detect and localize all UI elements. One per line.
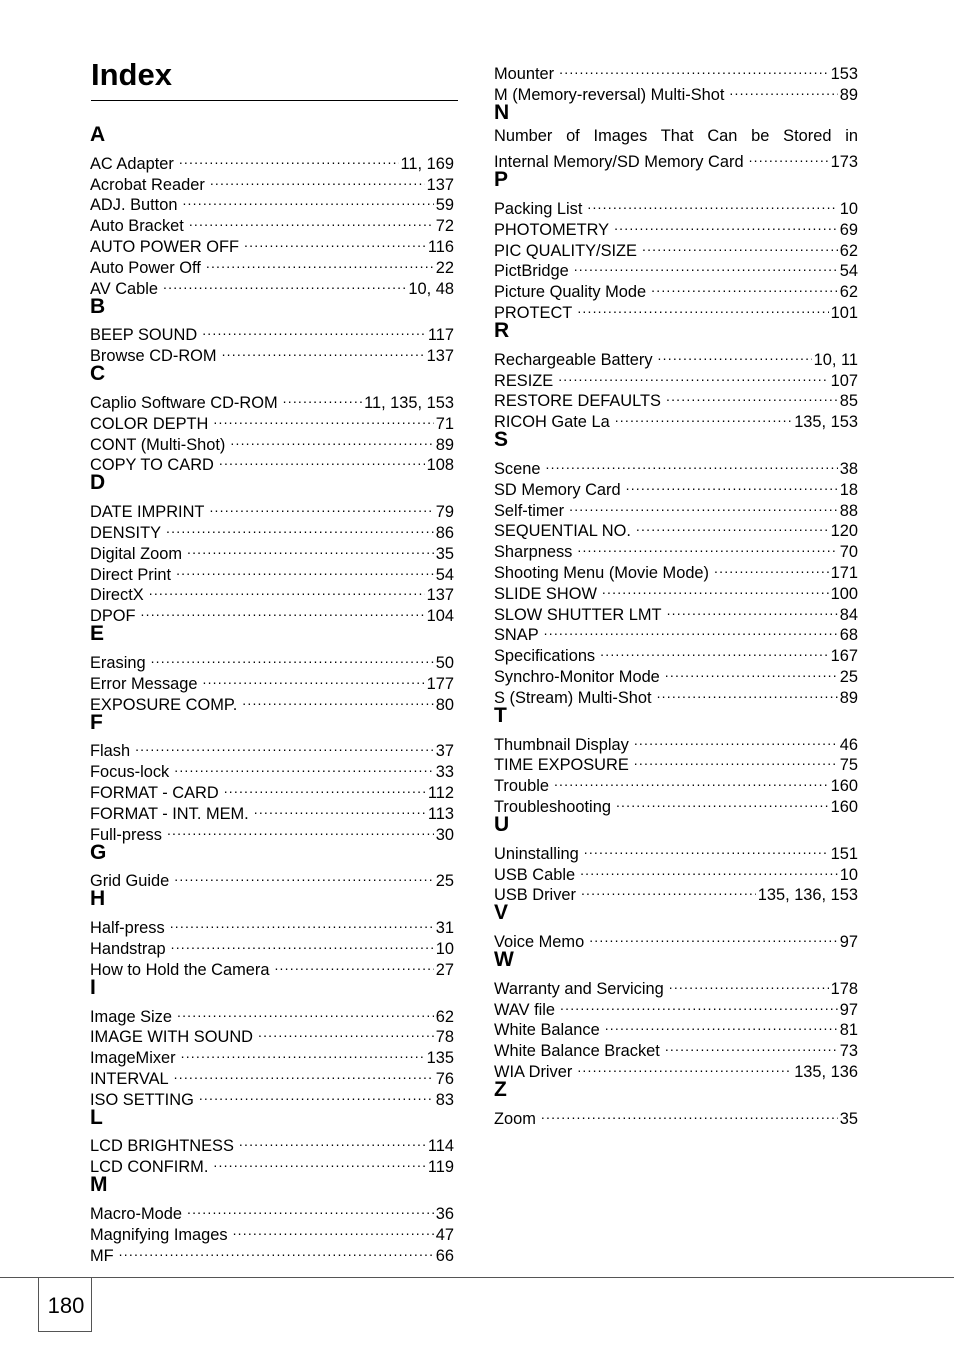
index-entry — [90, 756, 454, 782]
index-pages: 113 — [427, 804, 454, 823]
index-term: Trouble — [494, 777, 549, 796]
dot-leader — [202, 320, 426, 341]
index-term: SD Memory Card — [494, 480, 621, 499]
dot-leader — [182, 190, 433, 211]
index-pages: 171 — [830, 563, 858, 582]
dot-leader — [239, 1131, 426, 1152]
dot-leader — [171, 933, 434, 954]
index-column-right — [494, 58, 858, 1128]
index-pages: 104 — [426, 607, 454, 626]
index-pages: 80 — [435, 695, 454, 714]
index-entry — [494, 620, 858, 645]
index-letter-heading: A — [90, 123, 106, 146]
index-term: RESTORE DEFAULTS — [494, 392, 661, 411]
index-term: BEEP SOUND — [90, 326, 198, 345]
index-pages: 112 — [427, 783, 454, 802]
dot-leader — [634, 750, 838, 771]
dot-leader — [651, 276, 838, 297]
index-letter-heading: R — [494, 318, 510, 342]
dot-leader — [199, 1084, 434, 1105]
index-pages: 151 — [830, 844, 858, 863]
dot-leader — [179, 148, 399, 169]
index-pages: 47 — [435, 1225, 454, 1244]
index-pages: 35 — [435, 544, 454, 563]
dot-leader — [574, 256, 838, 277]
index-pages: 107 — [830, 371, 858, 390]
index-letter-heading: G — [90, 840, 107, 864]
dot-leader — [141, 600, 425, 621]
index-term: SNAP — [494, 626, 539, 645]
index-pages: 89 — [839, 688, 858, 707]
index-term: AUTO POWER OFF — [90, 237, 240, 256]
index-entry — [494, 146, 858, 172]
index-term: Caplio Software CD-ROM — [90, 393, 278, 412]
dot-leader — [213, 408, 433, 429]
index-entry-multiline — [494, 126, 858, 172]
index-pages: 135, 136, 153 — [757, 886, 858, 905]
index-pages: 25 — [839, 667, 858, 686]
index-term: PictBridge — [494, 262, 569, 281]
index-pages: 97 — [839, 933, 858, 952]
index-entry — [90, 866, 454, 891]
index-letter-heading: B — [90, 294, 106, 318]
index-pages: 27 — [435, 960, 454, 979]
index-entry — [494, 193, 858, 218]
index-pages: 86 — [435, 523, 454, 542]
dot-leader — [149, 580, 425, 601]
index-pages: 22 — [435, 258, 454, 277]
index-term: USB Driver — [494, 886, 576, 905]
dot-leader — [577, 1056, 792, 1077]
dot-leader — [151, 647, 434, 668]
index-pages: 137 — [426, 586, 454, 605]
index-entry — [494, 729, 858, 754]
index-entry — [494, 926, 858, 952]
index-term: WIA Driver — [494, 1063, 573, 1082]
index-term: AC Adapter — [90, 154, 174, 173]
dot-leader — [584, 838, 829, 859]
dot-leader — [545, 453, 837, 474]
index-term-line1: Number of Images That Can be Stored in — [494, 126, 858, 145]
index-pages: 116 — [427, 237, 454, 256]
dot-leader — [233, 1219, 434, 1240]
dot-leader — [242, 689, 434, 710]
index-term: S (Stream) Multi-Shot — [494, 688, 652, 707]
dot-leader — [714, 557, 829, 578]
dot-leader — [177, 1001, 434, 1022]
index-entry — [494, 973, 858, 998]
index-term: RESIZE — [494, 371, 554, 390]
index-term: Uninstalling — [494, 844, 579, 863]
dot-leader — [600, 640, 829, 661]
index-pages: 54 — [435, 565, 454, 584]
index-entry — [90, 1240, 454, 1265]
dot-leader — [577, 536, 837, 557]
index-pages: 10, 11 — [813, 350, 858, 369]
index-term: LCD BRIGHTNESS — [90, 1137, 234, 1156]
dot-leader — [560, 994, 838, 1015]
index-term: Digital Zoom — [90, 544, 182, 563]
index-term: Flash — [90, 742, 131, 761]
dot-leader — [615, 406, 793, 427]
index-term: PHOTOMETRY — [494, 220, 610, 239]
index-term: AV Cable — [90, 279, 159, 298]
index-pages: 70 — [839, 543, 858, 562]
dot-leader — [213, 1151, 425, 1172]
index-letter-heading: D — [90, 471, 106, 495]
dot-leader — [244, 231, 426, 252]
index-term: Direct Print — [90, 565, 172, 584]
dot-leader — [614, 214, 838, 235]
index-pages: 117 — [427, 326, 454, 345]
dot-leader — [544, 620, 838, 641]
index-entry — [494, 58, 858, 83]
index-pages: 153 — [830, 64, 858, 83]
index-entry — [90, 912, 454, 938]
index-pages: 76 — [435, 1069, 454, 1088]
index-entry — [494, 1103, 858, 1128]
dot-leader — [589, 926, 838, 947]
dot-leader — [202, 668, 424, 689]
dot-leader — [209, 496, 433, 517]
dot-leader — [577, 297, 828, 318]
index-letter-heading: M — [90, 1173, 108, 1197]
index-pages: 173 — [830, 153, 858, 172]
index-term: Image Size — [90, 1007, 172, 1026]
index-term: FORMAT - INT. MEM. — [90, 804, 249, 823]
dot-leader — [541, 1103, 838, 1124]
dot-leader — [666, 386, 838, 407]
index-pages: 135, 153 — [794, 413, 858, 432]
dot-leader — [626, 474, 838, 495]
index-term: ImageMixer — [90, 1049, 176, 1068]
index-term: CONT (Multi-Shot) — [90, 435, 226, 454]
dot-leader — [174, 1063, 434, 1084]
index-pages: 35 — [839, 1109, 858, 1128]
index-pages: 137 — [426, 175, 454, 194]
index-pages: 178 — [830, 979, 858, 998]
index-term: Warranty and Servicing — [494, 979, 664, 998]
index-term: ISO SETTING — [90, 1090, 194, 1109]
index-pages: 62 — [839, 241, 858, 260]
dot-leader — [224, 777, 426, 798]
index-term: Grid Guide — [90, 872, 170, 891]
index-letter-heading: U — [494, 812, 510, 836]
index-pages: 10 — [435, 939, 454, 958]
index-letter-heading: P — [494, 168, 509, 192]
index-term: Troubleshooting — [494, 797, 611, 816]
dot-leader — [581, 880, 756, 901]
index-letter-heading: W — [494, 948, 514, 972]
index-term: IMAGE WITH SOUND — [90, 1028, 253, 1047]
index-pages: 137 — [426, 347, 454, 366]
index-term: Sharpness — [494, 543, 573, 562]
index-term: USB Cable — [494, 865, 576, 884]
index-entry — [494, 640, 858, 666]
index-column-left — [90, 122, 454, 1265]
index-term: White Balance — [494, 1021, 600, 1040]
index-pages: 71 — [435, 414, 454, 433]
dot-leader — [274, 954, 433, 975]
index-pages: 30 — [435, 825, 454, 844]
index-pages: 100 — [830, 584, 858, 603]
index-term: PROTECT — [494, 303, 573, 322]
index-term: How to Hold the Camera — [90, 960, 270, 979]
index-pages: 25 — [435, 872, 454, 891]
index-letter-heading: T — [494, 703, 507, 727]
index-term: SLOW SHUTTER LMT — [494, 605, 662, 624]
index-term: Erasing — [90, 653, 146, 672]
index-term: Packing List — [494, 199, 583, 218]
index-pages: 11, 169 — [400, 154, 454, 173]
index-term: Full-press — [90, 825, 162, 844]
index-term: FORMAT - CARD — [90, 783, 219, 802]
dot-leader — [174, 866, 434, 887]
index-pages: 75 — [839, 756, 858, 775]
dot-leader — [219, 450, 425, 471]
index-pages: 108 — [426, 456, 454, 475]
index-pages: 97 — [839, 1000, 858, 1019]
index-term: Acrobat Reader — [90, 175, 205, 194]
dot-leader — [634, 729, 838, 750]
index-entry — [494, 453, 858, 478]
index-term: M (Memory-reversal) Multi-Shot — [494, 85, 725, 104]
index-term: Magnifying Images — [90, 1225, 228, 1244]
dot-leader — [119, 1240, 434, 1261]
dot-leader — [642, 235, 838, 256]
index-term: Macro-Mode — [90, 1205, 182, 1224]
page-title: Index — [91, 57, 172, 92]
dot-leader — [163, 273, 406, 294]
index-term: Auto Power Off — [90, 258, 201, 277]
dot-leader — [187, 1198, 434, 1219]
index-pages: 89 — [839, 85, 858, 104]
dot-leader — [749, 146, 829, 167]
index-pages: 36 — [435, 1205, 454, 1224]
index-term: RICOH Gate La — [494, 413, 610, 432]
dot-leader — [189, 210, 434, 231]
dot-leader — [174, 756, 434, 777]
index-pages: 62 — [435, 1007, 454, 1026]
index-entry — [90, 496, 454, 522]
index-pages: 89 — [435, 435, 454, 454]
dot-leader — [558, 365, 828, 386]
index-pages: 46 — [839, 735, 858, 754]
index-pages: 88 — [839, 501, 858, 520]
index-pages: 10 — [839, 865, 858, 884]
index-entry — [494, 838, 858, 863]
index-letter-heading: N — [494, 100, 510, 124]
index-term: DENSITY — [90, 523, 162, 542]
index-term: Scene — [494, 459, 541, 478]
dot-leader — [554, 770, 829, 791]
index-entry — [494, 474, 858, 499]
dot-leader — [658, 344, 812, 365]
index-term: Self-timer — [494, 501, 565, 520]
index-term: Picture Quality Mode — [494, 283, 647, 302]
index-pages: 11, 135, 153 — [364, 393, 454, 412]
dot-leader — [729, 79, 837, 100]
dot-leader — [559, 58, 829, 79]
index-pages: 73 — [839, 1042, 858, 1061]
index-letter-heading: S — [494, 428, 509, 452]
index-term: Voice Memo — [494, 933, 585, 952]
index-pages: 50 — [435, 653, 454, 672]
index-term: Specifications — [494, 647, 596, 666]
index-term: COLOR DEPTH — [90, 414, 209, 433]
index-pages: 10 — [839, 199, 858, 218]
index-letter-heading: E — [90, 622, 105, 646]
index-term: DATE IMPRINT — [90, 503, 205, 522]
index-entry — [90, 320, 454, 345]
index-pages: 119 — [427, 1158, 454, 1177]
footer-rule — [0, 1277, 954, 1278]
index-pages: 81 — [839, 1021, 858, 1040]
index-term: Zoom — [494, 1109, 536, 1128]
index-term: DirectX — [90, 586, 144, 605]
dot-leader — [166, 517, 434, 538]
index-pages: 78 — [435, 1028, 454, 1047]
dot-leader — [669, 973, 829, 994]
index-term: Focus-lock — [90, 763, 170, 782]
index-term: SEQUENTIAL NO. — [494, 522, 631, 541]
index-pages: 160 — [830, 797, 858, 816]
index-entry — [90, 600, 454, 626]
index-pages: 62 — [839, 283, 858, 302]
index-term: COPY TO CARD — [90, 456, 214, 475]
index-entry — [90, 1131, 454, 1156]
page-number-box — [38, 1277, 92, 1332]
index-term: INTERVAL — [90, 1069, 169, 1088]
index-pages: 10, 48 — [408, 279, 454, 298]
index-pages: 31 — [435, 919, 454, 938]
index-term: WAV file — [494, 1000, 556, 1019]
dot-leader — [587, 193, 837, 214]
dot-leader — [283, 387, 362, 408]
title-rule — [91, 100, 458, 101]
dot-leader — [602, 578, 829, 599]
dot-leader — [665, 661, 838, 682]
index-pages: 66 — [435, 1246, 454, 1265]
index-pages: 160 — [830, 777, 858, 796]
dot-leader — [176, 559, 434, 580]
index-letter-heading: L — [90, 1105, 103, 1129]
index-pages: 84 — [839, 605, 858, 624]
index-pages: 83 — [435, 1090, 454, 1109]
index-letter-heading: F — [90, 710, 103, 734]
dot-leader — [258, 1022, 434, 1043]
index-pages: 18 — [839, 480, 858, 499]
index-term: SLIDE SHOW — [494, 584, 597, 603]
index-pages: 54 — [839, 262, 858, 281]
index-pages: 79 — [435, 503, 454, 522]
dot-leader — [135, 736, 434, 757]
index-pages: 68 — [839, 626, 858, 645]
index-pages: 101 — [830, 303, 858, 322]
dot-leader — [170, 912, 434, 933]
index-pages: 120 — [830, 522, 858, 541]
index-pages: 37 — [435, 742, 454, 761]
index-term: DPOF — [90, 607, 136, 626]
dot-leader — [206, 252, 434, 273]
index-entry — [90, 1001, 454, 1026]
index-entry — [90, 736, 454, 761]
index-term: Browse CD-ROM — [90, 347, 217, 366]
index-term: Auto Bracket — [90, 217, 184, 236]
index-pages: 167 — [830, 647, 858, 666]
dot-leader — [665, 1035, 838, 1056]
index-pages: 59 — [435, 196, 454, 215]
index-pages: 135, 136 — [794, 1063, 858, 1082]
dot-leader — [657, 682, 838, 703]
index-term: Thumbnail Display — [494, 735, 629, 754]
dot-leader — [181, 1042, 425, 1063]
index-letter-heading: H — [90, 887, 106, 911]
index-pages: 69 — [839, 220, 858, 239]
index-letter-heading: Z — [494, 1078, 507, 1102]
dot-leader — [569, 495, 838, 516]
index-term: Shooting Menu (Movie Mode) — [494, 563, 710, 582]
index-term: White Balance Bracket — [494, 1042, 660, 1061]
index-letter-heading: V — [494, 901, 509, 925]
index-pages: 177 — [426, 674, 454, 693]
index-pages: 72 — [435, 217, 454, 236]
dot-leader — [210, 169, 425, 190]
index-term: Synchro-Monitor Mode — [494, 667, 660, 686]
dot-leader — [605, 1015, 838, 1036]
index-term: Mounter — [494, 64, 555, 83]
index-pages: 135 — [426, 1049, 454, 1068]
index-term: PIC QUALITY/SIZE — [494, 241, 637, 260]
index-letter-heading: C — [90, 362, 106, 386]
index-term: TIME EXPOSURE — [494, 756, 629, 775]
dot-leader — [167, 819, 434, 840]
index-term: EXPOSURE COMP. — [90, 695, 238, 714]
dot-leader — [254, 798, 426, 819]
dot-leader — [580, 859, 838, 880]
index-term: Internal Memory/SD Memory Card — [494, 153, 744, 172]
index-pages: 114 — [427, 1137, 454, 1156]
index-term: LCD CONFIRM. — [90, 1158, 209, 1177]
dot-leader — [616, 791, 829, 812]
index-term: Handstrap — [90, 939, 166, 958]
dot-leader — [187, 538, 434, 559]
page-number: 180 — [47, 1293, 85, 1318]
index-entry — [90, 1198, 454, 1224]
dot-leader — [230, 429, 433, 450]
index-pages: 38 — [839, 459, 858, 478]
index-term: Error Message — [90, 674, 198, 693]
index-pages: 33 — [435, 763, 454, 782]
index-pages: 85 — [839, 392, 858, 411]
index-entry — [494, 344, 858, 369]
index-term: MF — [90, 1246, 114, 1265]
index-entry — [90, 647, 454, 672]
dot-leader — [636, 516, 829, 537]
index-entry — [90, 387, 454, 412]
dot-leader — [222, 340, 425, 361]
index-letter-heading: I — [90, 975, 96, 999]
index-entry — [90, 148, 454, 173]
dot-leader — [667, 599, 838, 620]
index-term: Half-press — [90, 919, 165, 938]
index-term: Rechargeable Battery — [494, 350, 653, 369]
index-term: ADJ. Button — [90, 196, 178, 215]
